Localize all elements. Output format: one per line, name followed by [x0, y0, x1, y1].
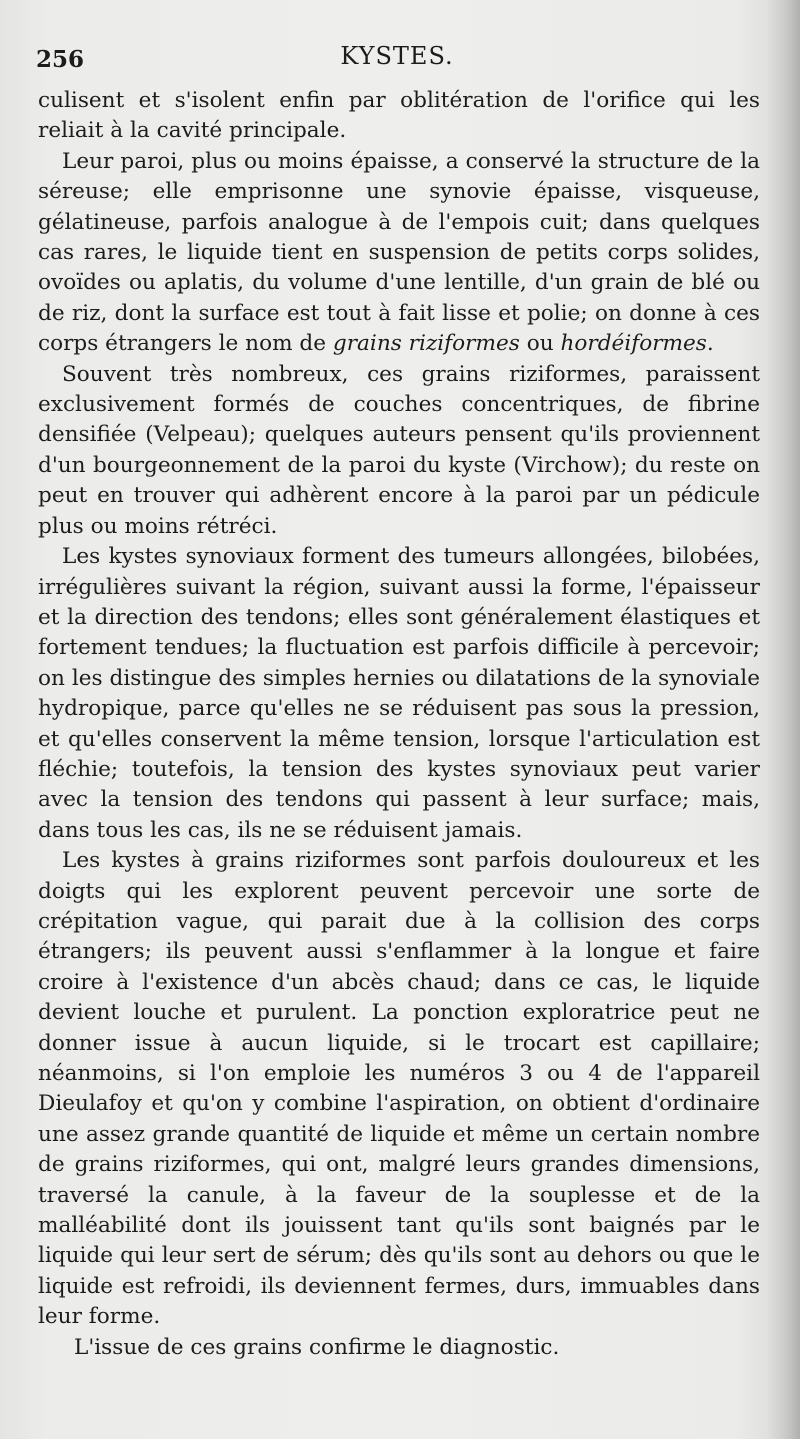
- term-riziformes: grains riziformes: [332, 331, 520, 357]
- paragraph-diagnostic: L'issue de ces grains confirme le diagnostic.: [74, 1334, 560, 1360]
- paragraph-text: ou: [519, 331, 561, 357]
- running-title: KYSTES.: [340, 42, 454, 70]
- page-edge-shadow: [766, 0, 800, 1439]
- paragraph-continuation: culisent et s'isolent enfin par oblitération de l'orifice qui les reliait à la cavité principale.: [38, 88, 760, 144]
- page-header: [36, 40, 758, 80]
- paragraph-tumeurs: Les kystes synoviaux forment des tumeurs allongées, bilobées, irrégulières suivant la région, suivant aussi la forme, l'épaisseur et la direction des tendons; elles sont généralement élastiques et fortement tendues; la fluctuation est parfois difficile à percevoir; on les distingue des simples hernies ou dilatations de la synoviale hydropique, parce qu'elles ne se réduisent pas sous la pression, et qu'elles conservent la même tension, lorsque l'articulation est fléchie; toutefois, la tension des kystes synoviaux peut varier avec la tension des tendons qui passent à leur surface; mais, dans tous les cas, ils ne se réduisent jamais.: [38, 544, 760, 843]
- page-number: 256: [36, 46, 85, 73]
- body-text: [38, 86, 760, 1363]
- paragraph-wall-description: [38, 147, 760, 360]
- term-hordeiformes: hordéiformes: [560, 331, 707, 357]
- paragraph-text: .: [706, 331, 714, 357]
- paragraph-text: Leur paroi, plus ou moins épaisse, a conservé la structure de la séreuse; elle emprisonne une synovie épaisse, visqueuse, gélatineuse, parfois analogue à de l'empois cuit; dans quelques cas rares, le liquide tient en suspension de petits corps solides, ovoïdes ou aplatis, du volume d'une lentille, d'un grain de blé ou de riz, dont la surface est tout à fait lisse et polie; on donne à ces corps étrangers le nom de: [38, 148, 760, 357]
- paragraph-ponction: Les kystes à grains riziformes sont parfois douloureux et les doigts qui les explorent peuvent percevoir une sorte de crépitation vague, qui parait due à la collision des corps étrangers; ils peuvent aussi s'enflammer à la longue et faire croire à l'existence d'un abcès chaud; dans ce cas, le liquide devient louche et purulent. La ponction exploratrice peut ne donner issue à aucun liquide, si le trocart est capillaire; néanmoins, si l'on emploie les numéros 3 ou 4 de l'appareil Dieulafoy et qu'on y combine l'aspiration, on obtient d'ordinaire une assez grande quantité de liquide et même un certain nombre de grains riziformes, qui ont, malgré leurs grandes dimensions, traversé la canule, à la faveur de la souplesse et de la malléabilité dont ils jouissent tant qu'ils sont baignés par le liquide qui leur sert de sérum; dès qu'ils sont au dehors ou que le liquide est refroidi, ils deviennent fermes, durs, immuables dans leur forme.: [38, 848, 760, 1330]
- paragraph-grains: Souvent très nombreux, ces grains riziformes, paraissent exclusivement formés de couches concentriques, de fibrine densifiée (Velpeau); quelques auteurs pensent qu'ils proviennent d'un bourgeonnement de la paroi du kyste (Virchow); du reste on peut en trouver qui adhèrent encore à la paroi par un pédicule plus ou moins rétréci.: [38, 361, 760, 539]
